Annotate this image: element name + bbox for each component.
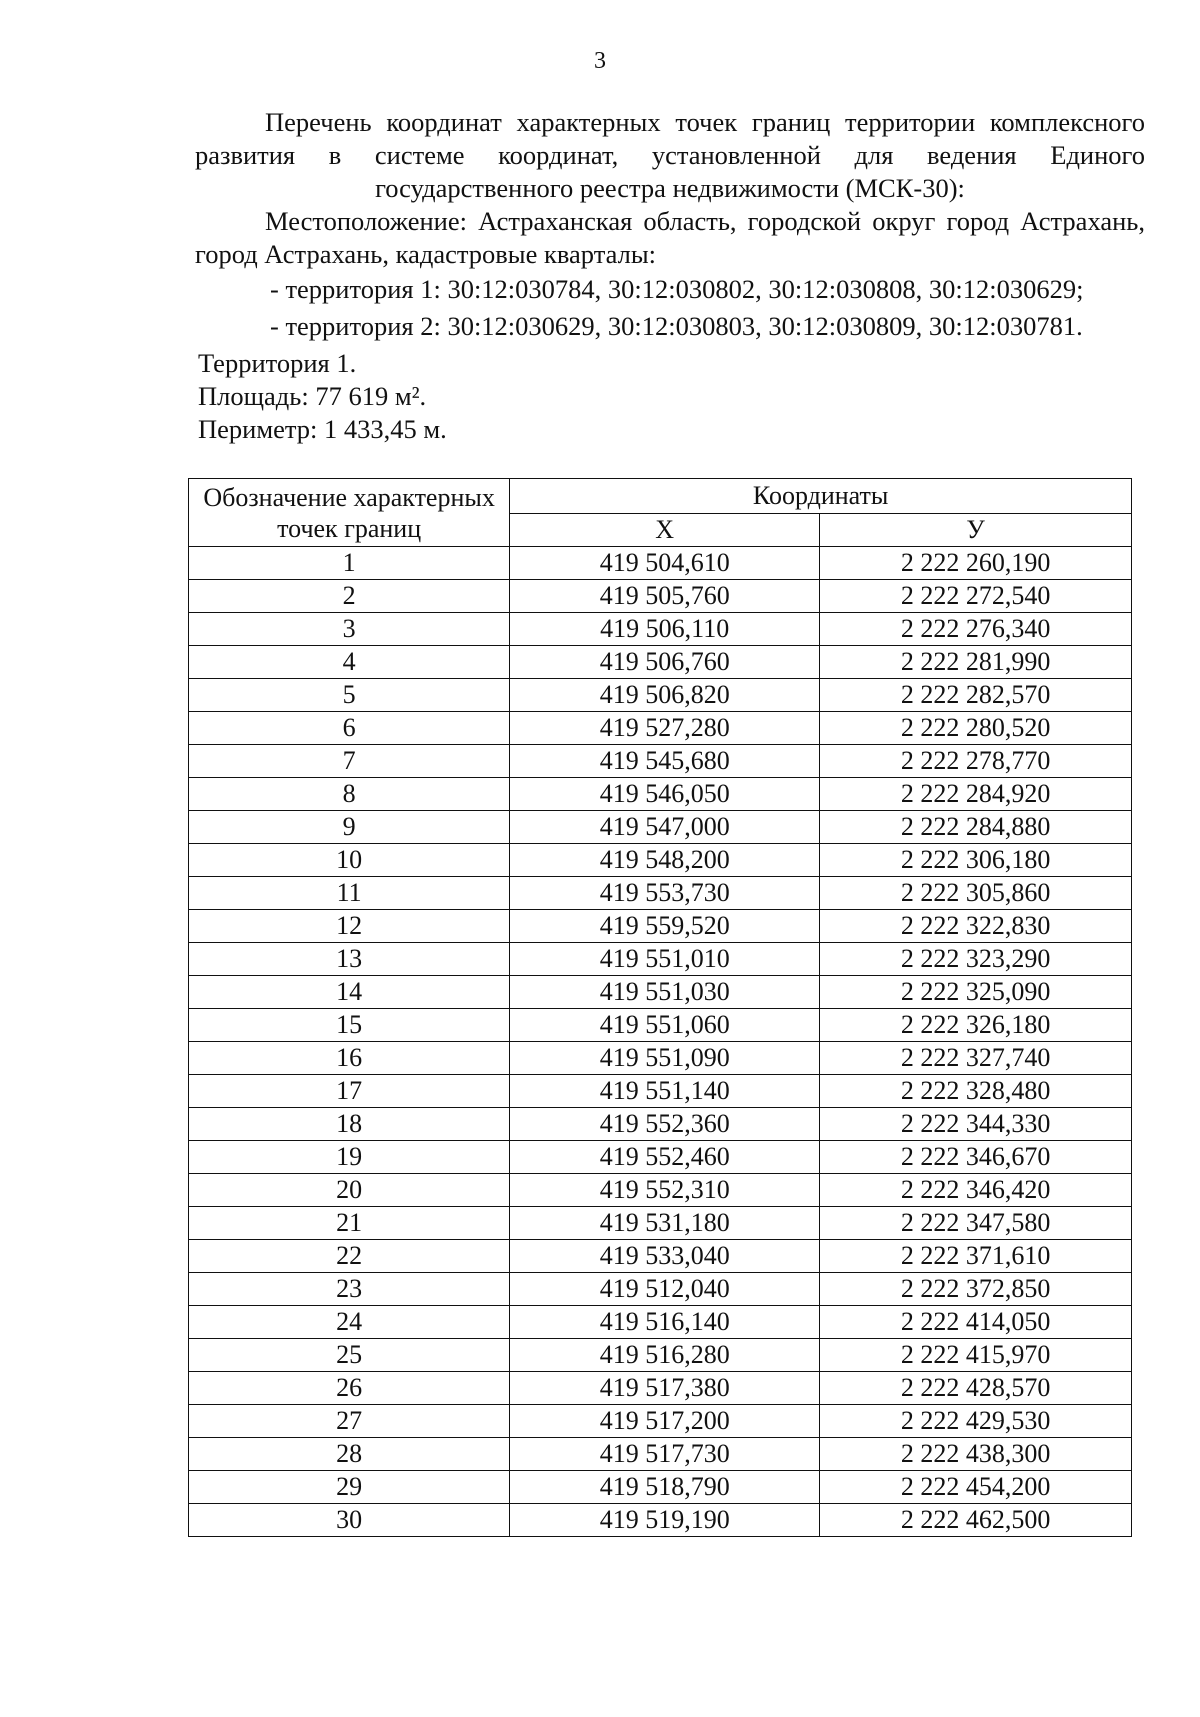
table-row	[189, 1405, 1132, 1438]
table-row	[189, 943, 1132, 976]
y-coordinate-cell: 2 222 306,180	[820, 844, 1132, 877]
point-number-cell: 1	[189, 547, 510, 580]
x-coordinate-cell: 419 527,280	[510, 712, 820, 745]
y-coordinate-cell: 2 222 276,340	[820, 613, 1132, 646]
point-number-cell: 18	[189, 1108, 510, 1141]
x-coordinate-cell: 419 552,360	[510, 1108, 820, 1141]
y-coordinate-cell: 2 222 260,190	[820, 547, 1132, 580]
y-coordinate-cell: 2 222 328,480	[820, 1075, 1132, 1108]
table-row	[189, 1075, 1132, 1108]
column-header-y: У	[820, 514, 1132, 547]
table-row	[189, 1207, 1132, 1240]
x-coordinate-cell: 419 559,520	[510, 910, 820, 943]
y-coordinate-cell: 2 222 415,970	[820, 1339, 1132, 1372]
point-number-cell: 20	[189, 1174, 510, 1207]
x-coordinate-cell: 419 551,010	[510, 943, 820, 976]
y-coordinate-cell: 2 222 281,990	[820, 646, 1132, 679]
x-coordinate-cell: 419 552,460	[510, 1141, 820, 1174]
point-number-cell: 29	[189, 1471, 510, 1504]
x-coordinate-cell: 419 552,310	[510, 1174, 820, 1207]
x-coordinate-cell: 419 506,760	[510, 646, 820, 679]
territory-2-blocks: - территория 2: 30:12:030629, 30:12:030803, 30:12:030809, 30:12:030781.	[270, 311, 1083, 341]
x-coordinate-cell: 419 533,040	[510, 1240, 820, 1273]
x-coordinate-cell: 419 506,820	[510, 679, 820, 712]
x-coordinate-cell: 419 516,280	[510, 1339, 820, 1372]
x-coordinate-cell: 419 548,200	[510, 844, 820, 877]
x-coordinate-cell: 419 512,040	[510, 1273, 820, 1306]
coordinates-table-body	[189, 547, 1132, 1537]
y-coordinate-cell: 2 222 462,500	[820, 1504, 1132, 1537]
table-row	[189, 811, 1132, 844]
y-coordinate-cell: 2 222 372,850	[820, 1273, 1132, 1306]
page-number: 3	[594, 48, 606, 74]
x-coordinate-cell: 419 516,140	[510, 1306, 820, 1339]
x-coordinate-cell: 419 506,110	[510, 613, 820, 646]
y-coordinate-cell: 2 222 454,200	[820, 1471, 1132, 1504]
point-number-cell: 27	[189, 1405, 510, 1438]
y-coordinate-cell: 2 222 344,330	[820, 1108, 1132, 1141]
table-row	[189, 1141, 1132, 1174]
y-coordinate-cell: 2 222 346,670	[820, 1141, 1132, 1174]
table-row	[189, 1372, 1132, 1405]
point-number-cell: 5	[189, 679, 510, 712]
table-row	[189, 679, 1132, 712]
y-coordinate-cell: 2 222 280,520	[820, 712, 1132, 745]
point-number-cell: 28	[189, 1438, 510, 1471]
table-row	[189, 646, 1132, 679]
table-row	[189, 712, 1132, 745]
y-coordinate-cell: 2 222 278,770	[820, 745, 1132, 778]
point-number-cell: 2	[189, 580, 510, 613]
point-number-cell: 13	[189, 943, 510, 976]
y-coordinate-cell: 2 222 347,580	[820, 1207, 1132, 1240]
x-coordinate-cell: 419 531,180	[510, 1207, 820, 1240]
point-number-cell: 30	[189, 1504, 510, 1537]
perimeter-value: Периметр: 1 433,45 м.	[198, 414, 447, 444]
x-coordinate-cell: 419 517,200	[510, 1405, 820, 1438]
territory-label: Территория 1.	[198, 348, 357, 378]
y-coordinate-cell: 2 222 282,570	[820, 679, 1132, 712]
table-row	[189, 1438, 1132, 1471]
table-row	[189, 580, 1132, 613]
table-row	[189, 1009, 1132, 1042]
y-coordinate-cell: 2 222 326,180	[820, 1009, 1132, 1042]
x-coordinate-cell: 419 551,030	[510, 976, 820, 1009]
table-row	[189, 1339, 1132, 1372]
table-row	[189, 976, 1132, 1009]
point-number-cell: 21	[189, 1207, 510, 1240]
y-coordinate-cell: 2 222 414,050	[820, 1306, 1132, 1339]
y-coordinate-cell: 2 222 305,860	[820, 877, 1132, 910]
x-coordinate-cell: 419 546,050	[510, 778, 820, 811]
table-row	[189, 1471, 1132, 1504]
table-row	[189, 1108, 1132, 1141]
table-row	[189, 1306, 1132, 1339]
y-coordinate-cell: 2 222 429,530	[820, 1405, 1132, 1438]
point-number-cell: 8	[189, 778, 510, 811]
table-row	[189, 1240, 1132, 1273]
point-number-cell: 15	[189, 1009, 510, 1042]
point-number-cell: 26	[189, 1372, 510, 1405]
point-number-cell: 11	[189, 877, 510, 910]
location-text: Местоположение: Астраханская область, городской округ город Астрахань, город Астрахань, кадастровые кварталы:	[195, 206, 1145, 269]
point-number-cell: 4	[189, 646, 510, 679]
y-coordinate-cell: 2 222 284,880	[820, 811, 1132, 844]
point-number-cell: 7	[189, 745, 510, 778]
column-header-coordinates: Координаты	[510, 479, 1132, 514]
column-header-x: Х	[510, 514, 820, 547]
x-coordinate-cell: 419 551,060	[510, 1009, 820, 1042]
x-coordinate-cell: 419 505,760	[510, 580, 820, 613]
x-coordinate-cell: 419 504,610	[510, 547, 820, 580]
y-coordinate-cell: 2 222 371,610	[820, 1240, 1132, 1273]
table-row	[189, 877, 1132, 910]
table-row	[189, 1042, 1132, 1075]
x-coordinate-cell: 419 547,000	[510, 811, 820, 844]
x-coordinate-cell: 419 518,790	[510, 1471, 820, 1504]
table-row	[189, 910, 1132, 943]
y-coordinate-cell: 2 222 325,090	[820, 976, 1132, 1009]
point-number-cell: 14	[189, 976, 510, 1009]
coordinates-table	[188, 478, 1132, 1537]
table-row	[189, 1504, 1132, 1537]
point-number-cell: 19	[189, 1141, 510, 1174]
y-coordinate-cell: 2 222 327,740	[820, 1042, 1132, 1075]
x-coordinate-cell: 419 551,140	[510, 1075, 820, 1108]
point-number-cell: 25	[189, 1339, 510, 1372]
y-coordinate-cell: 2 222 272,540	[820, 580, 1132, 613]
document-title: Перечень координат характерных точек границ территории комплексного развития в системе координат, установленной для ведения Единого государственного реестра недвижимости (МСК-30):	[195, 107, 1145, 203]
document-header	[195, 106, 1145, 343]
point-number-cell: 24	[189, 1306, 510, 1339]
point-number-cell: 3	[189, 613, 510, 646]
x-coordinate-cell: 419 545,680	[510, 745, 820, 778]
x-coordinate-cell: 419 553,730	[510, 877, 820, 910]
table-row	[189, 844, 1132, 877]
table-row	[189, 778, 1132, 811]
area-value: Площадь: 77 619 м².	[198, 381, 427, 411]
point-number-cell: 9	[189, 811, 510, 844]
y-coordinate-cell: 2 222 438,300	[820, 1438, 1132, 1471]
point-number-cell: 17	[189, 1075, 510, 1108]
table-row	[189, 547, 1132, 580]
x-coordinate-cell: 419 517,730	[510, 1438, 820, 1471]
y-coordinate-cell: 2 222 284,920	[820, 778, 1132, 811]
y-coordinate-cell: 2 222 428,570	[820, 1372, 1132, 1405]
point-number-cell: 22	[189, 1240, 510, 1273]
x-coordinate-cell: 419 517,380	[510, 1372, 820, 1405]
point-number-cell: 10	[189, 844, 510, 877]
point-number-cell: 6	[189, 712, 510, 745]
y-coordinate-cell: 2 222 323,290	[820, 943, 1132, 976]
y-coordinate-cell: 2 222 346,420	[820, 1174, 1132, 1207]
territory-1-blocks: - территория 1: 30:12:030784, 30:12:030802, 30:12:030808, 30:12:030629;	[270, 274, 1084, 304]
table-row	[189, 613, 1132, 646]
point-number-cell: 16	[189, 1042, 510, 1075]
column-header-point-label: Обозначение характерных точек границ	[189, 479, 510, 547]
point-number-cell: 23	[189, 1273, 510, 1306]
table-row	[189, 1273, 1132, 1306]
x-coordinate-cell: 419 551,090	[510, 1042, 820, 1075]
point-number-cell: 12	[189, 910, 510, 943]
x-coordinate-cell: 419 519,190	[510, 1504, 820, 1537]
table-row	[189, 745, 1132, 778]
y-coordinate-cell: 2 222 322,830	[820, 910, 1132, 943]
territory-summary	[198, 347, 447, 446]
table-row	[189, 1174, 1132, 1207]
